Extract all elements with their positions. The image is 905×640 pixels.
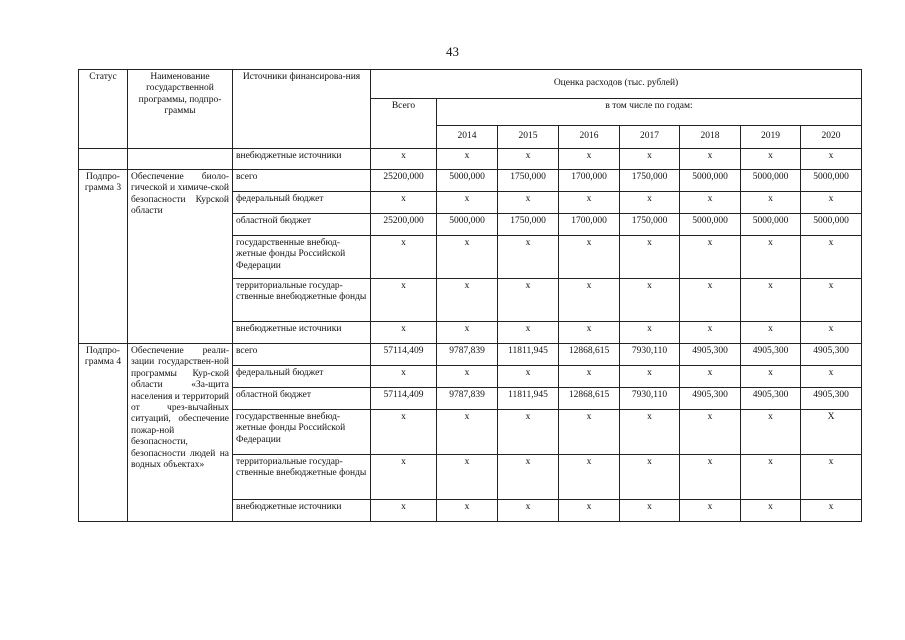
value-cell: х: [801, 500, 862, 522]
value-cell: х: [741, 455, 801, 500]
value-cell: х: [801, 322, 862, 344]
value-cell: х: [680, 149, 741, 170]
value-cell: х: [680, 236, 741, 279]
value-cell: х: [620, 500, 680, 522]
value-cell: х: [559, 366, 620, 388]
value-cell: 12868,615: [559, 388, 620, 410]
value-cell: х: [620, 192, 680, 214]
value-cell: х: [371, 366, 437, 388]
value-cell: х: [498, 192, 559, 214]
value-cell: х: [437, 366, 498, 388]
value-cell: х: [371, 236, 437, 279]
value-cell: х: [437, 149, 498, 170]
header-year: 2015: [498, 126, 559, 149]
value-cell: х: [680, 279, 741, 322]
table-row: [79, 149, 862, 170]
value-cell: х: [559, 236, 620, 279]
status-cell: [79, 149, 128, 170]
value-cell: х: [437, 500, 498, 522]
value-cell: 5000,000: [680, 170, 741, 192]
value-cell: х: [801, 149, 862, 170]
value-cell: х: [559, 500, 620, 522]
value-cell: х: [559, 149, 620, 170]
table-row: [79, 170, 862, 192]
value-cell: х: [498, 322, 559, 344]
header-funding-sources: Источники финансирова-ния: [233, 70, 371, 149]
value-cell: 7930,110: [620, 344, 680, 366]
source-cell: государственные внебюд-жетные фонды Российской Федерации: [233, 236, 371, 279]
value-cell: 57114,409: [371, 344, 437, 366]
value-cell: 9787,839: [437, 344, 498, 366]
value-cell: 4905,300: [741, 388, 801, 410]
value-cell: 5000,000: [680, 214, 741, 236]
header-year: 2020: [801, 126, 862, 149]
value-cell: 4905,300: [801, 388, 862, 410]
name-cell: Обеспечение биоло-гической и химиче-ской безопасности Курской области: [128, 170, 233, 344]
status-cell: Подпро-грамма 4: [79, 344, 128, 522]
name-cell: [128, 149, 233, 170]
value-cell: 25200,000: [371, 170, 437, 192]
value-cell: х: [371, 410, 437, 455]
budget-table: [78, 69, 862, 522]
table-row: [79, 344, 862, 366]
value-cell: х: [620, 322, 680, 344]
header-by-years: в том числе по годам:: [437, 99, 862, 126]
source-cell: внебюджетные источники: [233, 149, 371, 170]
value-cell: 4905,300: [801, 344, 862, 366]
value-cell: 5000,000: [437, 214, 498, 236]
value-cell: х: [741, 366, 801, 388]
value-cell: 1750,000: [620, 214, 680, 236]
source-cell: территориальные государ-ственные внебюджетные фонды: [233, 455, 371, 500]
value-cell: х: [559, 192, 620, 214]
value-cell: 5000,000: [741, 214, 801, 236]
value-cell: х: [620, 410, 680, 455]
header-year: 2017: [620, 126, 680, 149]
value-cell: х: [437, 410, 498, 455]
value-cell: х: [741, 236, 801, 279]
value-cell: х: [741, 149, 801, 170]
value-cell: х: [741, 500, 801, 522]
source-cell: внебюджетные источники: [233, 500, 371, 522]
value-cell: 1700,000: [559, 214, 620, 236]
value-cell: х: [680, 366, 741, 388]
header-year: 2016: [559, 126, 620, 149]
value-cell: х: [801, 279, 862, 322]
page-number: 43: [446, 44, 459, 59]
value-cell: 1700,000: [559, 170, 620, 192]
value-cell: х: [741, 322, 801, 344]
header-year: 2019: [741, 126, 801, 149]
header-expense-estimate: Оценка расходов (тыс. рублей): [371, 70, 862, 99]
header-status: Статус: [79, 70, 128, 149]
name-cell: Обеспечение реали-зации государствен-ной программы Кур-ской области «За-щита населения и территорий от чрез-вычайных ситуаций, обеспечение пожар-ной безопасности, безопасности людей на водных объектах»: [128, 344, 233, 522]
value-cell: х: [437, 322, 498, 344]
value-cell: х: [801, 236, 862, 279]
value-cell: 9787,839: [437, 388, 498, 410]
value-cell: х: [371, 149, 437, 170]
value-cell: 11811,945: [498, 344, 559, 366]
value-cell: х: [371, 192, 437, 214]
value-cell: х: [680, 500, 741, 522]
value-cell: 5000,000: [801, 214, 862, 236]
value-cell: 5000,000: [437, 170, 498, 192]
value-cell: х: [741, 192, 801, 214]
value-cell: х: [620, 279, 680, 322]
value-cell: х: [437, 279, 498, 322]
value-cell: х: [680, 410, 741, 455]
value-cell: 5000,000: [741, 170, 801, 192]
value-cell: х: [801, 366, 862, 388]
value-cell: х: [680, 322, 741, 344]
value-cell: х: [741, 279, 801, 322]
value-cell: х: [371, 322, 437, 344]
header-row: [79, 70, 862, 99]
header-year: 2014: [437, 126, 498, 149]
value-cell: 4905,300: [741, 344, 801, 366]
value-cell: х: [371, 500, 437, 522]
source-cell: государственные внебюд-жетные фонды Российской Федерации: [233, 410, 371, 455]
value-cell: 11811,945: [498, 388, 559, 410]
header-program-name: Наименование государственной программы, подпро-граммы: [128, 70, 233, 149]
value-cell: х: [498, 149, 559, 170]
source-cell: территориальные государ-ственные внебюджетные фонды: [233, 279, 371, 322]
source-cell: внебюджетные источники: [233, 322, 371, 344]
value-cell: 4905,300: [680, 388, 741, 410]
value-cell: х: [498, 236, 559, 279]
value-cell: х: [498, 500, 559, 522]
source-cell: всего: [233, 344, 371, 366]
value-cell: 25200,000: [371, 214, 437, 236]
value-cell: х: [801, 192, 862, 214]
value-cell: 12868,615: [559, 344, 620, 366]
value-cell: х: [620, 149, 680, 170]
value-cell: х: [620, 366, 680, 388]
header-year: 2018: [680, 126, 741, 149]
value-cell: х: [620, 455, 680, 500]
value-cell: х: [559, 322, 620, 344]
value-cell: 5000,000: [801, 170, 862, 192]
status-cell: Подпро-грамма 3: [79, 170, 128, 344]
value-cell: х: [437, 236, 498, 279]
value-cell: х: [498, 366, 559, 388]
value-cell: 1750,000: [498, 170, 559, 192]
value-cell: х: [801, 455, 862, 500]
source-cell: федеральный бюджет: [233, 366, 371, 388]
header-total: Всего: [371, 99, 437, 149]
value-cell: 57114,409: [371, 388, 437, 410]
value-cell: х: [437, 192, 498, 214]
value-cell: х: [559, 410, 620, 455]
value-cell: х: [498, 410, 559, 455]
source-cell: федеральный бюджет: [233, 192, 371, 214]
value-cell: х: [498, 455, 559, 500]
value-cell: х: [680, 192, 741, 214]
value-cell: 4905,300: [680, 344, 741, 366]
value-cell: х: [741, 410, 801, 455]
value-cell: х: [620, 236, 680, 279]
value-cell: х: [559, 455, 620, 500]
source-cell: областной бюджет: [233, 214, 371, 236]
value-cell: х: [371, 455, 437, 500]
value-cell: 7930,110: [620, 388, 680, 410]
source-cell: областной бюджет: [233, 388, 371, 410]
value-cell: 1750,000: [498, 214, 559, 236]
value-cell: х: [371, 279, 437, 322]
source-cell: всего: [233, 170, 371, 192]
value-cell: 1750,000: [620, 170, 680, 192]
value-cell: х: [559, 279, 620, 322]
value-cell: х: [437, 455, 498, 500]
value-cell: х: [680, 455, 741, 500]
value-cell: х: [498, 279, 559, 322]
value-cell: Х: [801, 410, 862, 455]
